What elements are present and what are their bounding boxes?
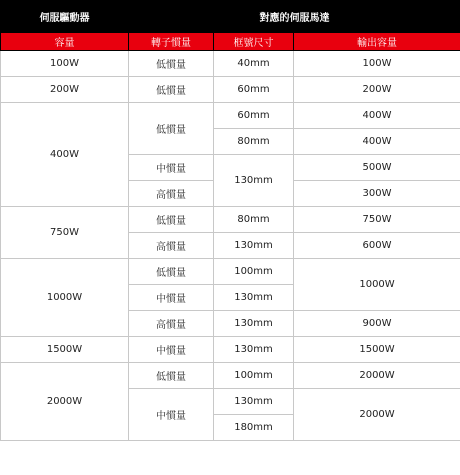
inertia-cell: 中慣量 bbox=[129, 389, 214, 441]
inertia-cell: 低慣量 bbox=[129, 51, 214, 77]
column-header-output: 輸出容量 bbox=[294, 33, 460, 51]
inertia-cell: 低慣量 bbox=[129, 363, 214, 389]
output-cell: 200W bbox=[294, 77, 460, 103]
inertia-cell: 低慣量 bbox=[129, 207, 214, 233]
inertia-cell: 低慣量 bbox=[129, 77, 214, 103]
column-header-inertia: 轉子慣量 bbox=[129, 33, 214, 51]
table-row bbox=[1, 337, 460, 363]
inertia-cell: 高慣量 bbox=[129, 311, 214, 337]
output-cell: 1500W bbox=[294, 337, 460, 363]
frame-cell: 80mm bbox=[214, 207, 294, 233]
inertia-cell: 低慣量 bbox=[129, 259, 214, 285]
driver-header: 伺服驅動器 bbox=[1, 1, 129, 33]
output-cell: 300W bbox=[294, 181, 460, 207]
capacity-cell: 1000W bbox=[1, 259, 129, 337]
frame-cell: 60mm bbox=[214, 77, 294, 103]
inertia-cell: 中慣量 bbox=[129, 337, 214, 363]
output-cell: 2000W bbox=[294, 363, 460, 389]
capacity-cell: 200W bbox=[1, 77, 129, 103]
frame-cell: 100mm bbox=[214, 363, 294, 389]
output-cell: 1000W bbox=[294, 259, 460, 311]
table-row bbox=[1, 207, 460, 233]
table-row bbox=[1, 363, 460, 389]
frame-cell: 60mm bbox=[214, 103, 294, 129]
output-cell: 400W bbox=[294, 129, 460, 155]
inertia-cell: 高慣量 bbox=[129, 181, 214, 207]
frame-cell: 130mm bbox=[214, 155, 294, 207]
output-cell: 500W bbox=[294, 155, 460, 181]
column-header-frame: 框號尺寸 bbox=[214, 33, 294, 51]
output-cell: 400W bbox=[294, 103, 460, 129]
frame-cell: 130mm bbox=[214, 389, 294, 415]
output-cell: 2000W bbox=[294, 389, 460, 441]
column-header-row bbox=[1, 33, 460, 51]
inertia-cell: 高慣量 bbox=[129, 233, 214, 259]
output-cell: 600W bbox=[294, 233, 460, 259]
frame-cell: 180mm bbox=[214, 415, 294, 441]
capacity-cell: 1500W bbox=[1, 337, 129, 363]
output-cell: 100W bbox=[294, 51, 460, 77]
capacity-cell: 2000W bbox=[1, 363, 129, 441]
output-cell: 750W bbox=[294, 207, 460, 233]
frame-cell: 80mm bbox=[214, 129, 294, 155]
frame-cell: 100mm bbox=[214, 259, 294, 285]
table-row bbox=[1, 103, 460, 129]
output-cell: 900W bbox=[294, 311, 460, 337]
capacity-cell: 100W bbox=[1, 51, 129, 77]
inertia-cell: 中慣量 bbox=[129, 285, 214, 311]
capacity-cell: 400W bbox=[1, 103, 129, 207]
frame-cell: 130mm bbox=[214, 285, 294, 311]
table-row bbox=[1, 77, 460, 103]
header-row bbox=[1, 1, 460, 33]
table-row bbox=[1, 259, 460, 285]
capacity-cell: 750W bbox=[1, 207, 129, 259]
inertia-cell: 低慣量 bbox=[129, 103, 214, 155]
frame-cell: 130mm bbox=[214, 337, 294, 363]
table-row bbox=[1, 51, 460, 77]
frame-cell: 40mm bbox=[214, 51, 294, 77]
frame-cell: 130mm bbox=[214, 311, 294, 337]
column-header-capacity: 容量 bbox=[1, 33, 129, 51]
frame-cell: 130mm bbox=[214, 233, 294, 259]
inertia-cell: 中慣量 bbox=[129, 155, 214, 181]
motor-header: 對應的伺服馬達 bbox=[129, 1, 460, 33]
